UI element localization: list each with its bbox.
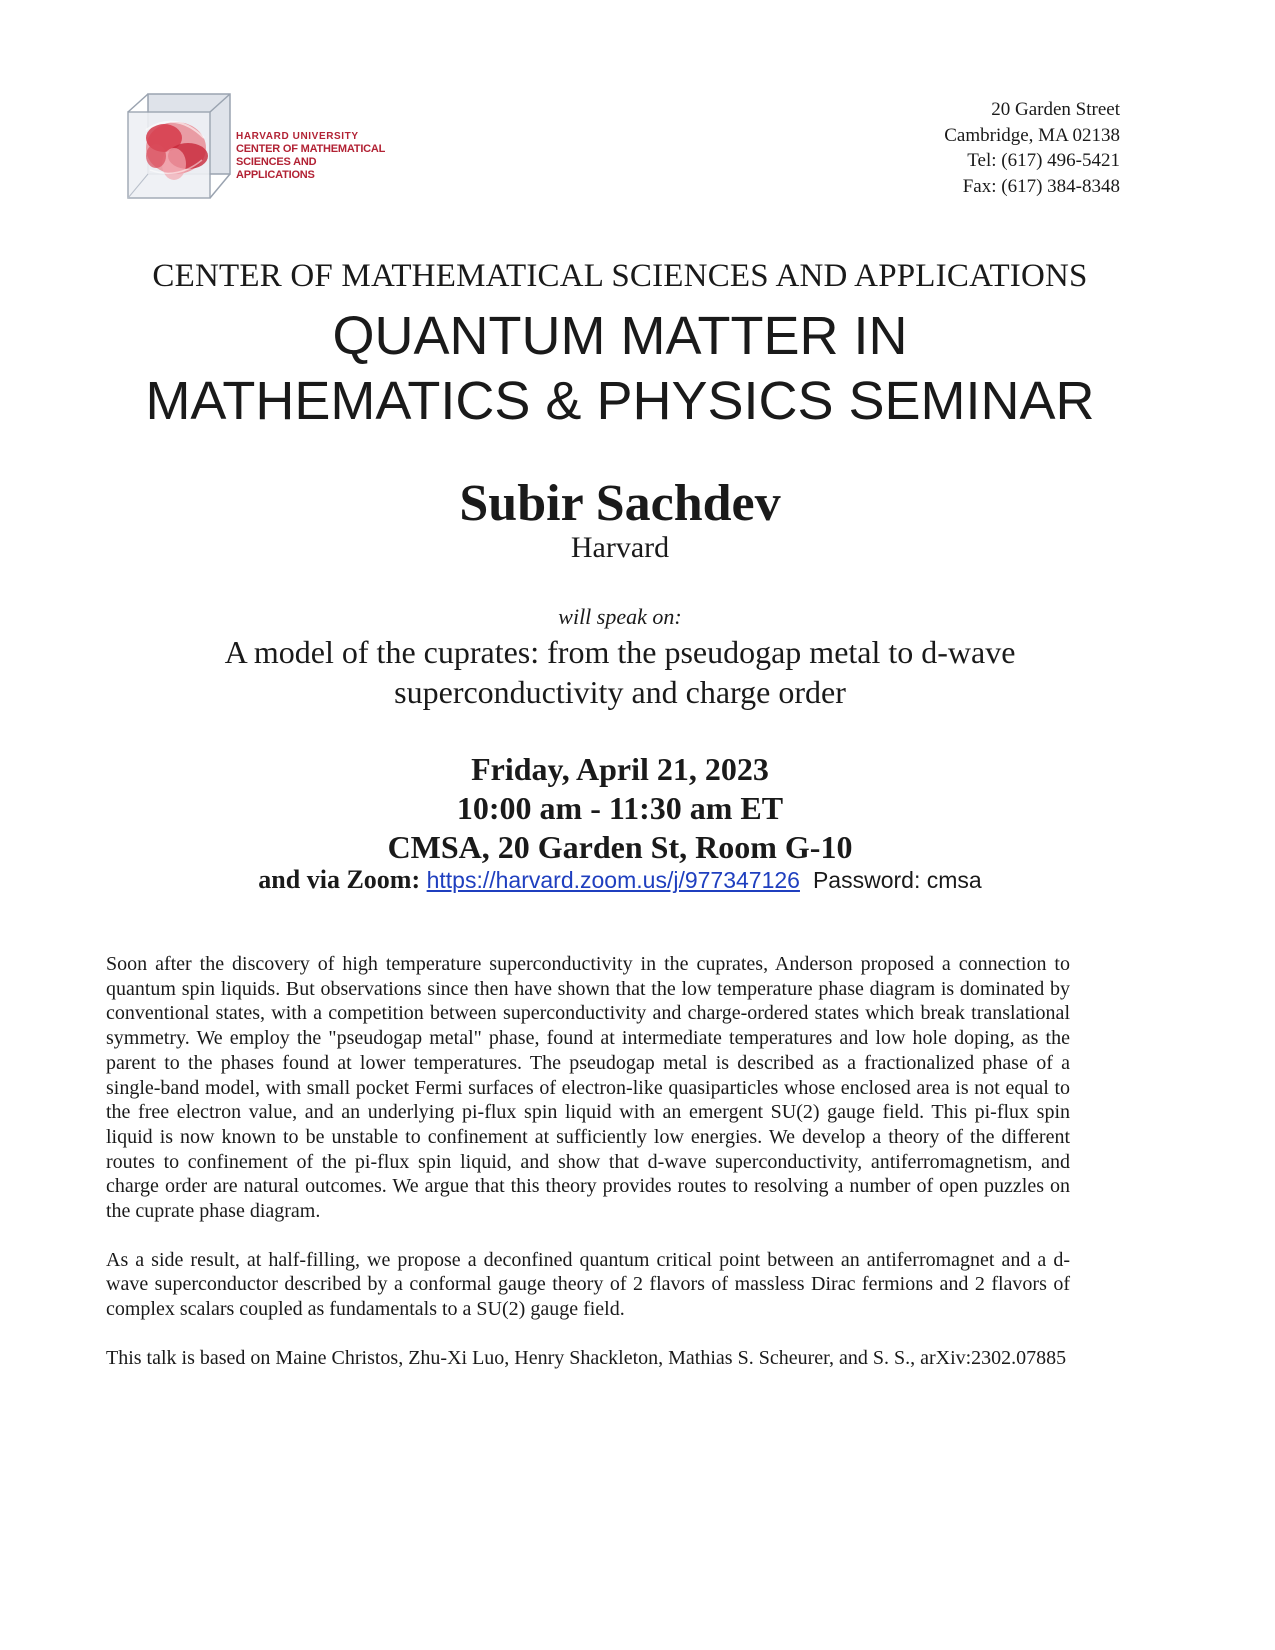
address-tel: Tel: (617) 496-5421 — [967, 150, 1120, 171]
center-name: CENTER OF MATHEMATICAL SCIENCES AND APPLICATIONS — [152, 258, 1088, 294]
talk-title-line2: superconductivity and charge order — [394, 674, 846, 710]
address-city: Cambridge, MA 02138 — [944, 124, 1120, 146]
event-date: Friday, April 21, 2023 — [471, 751, 769, 787]
abstract — [106, 952, 1070, 1395]
seminar-title-line1: QUANTUM MATTER IN — [332, 306, 908, 366]
speaker-affiliation: Harvard — [570, 531, 670, 564]
zoom-link[interactable]: https://harvard.zoom.us/j/977347126 — [426, 867, 800, 893]
logo-line1: HARVARD UNIVERSITY — [236, 131, 359, 142]
address-street: 20 Garden Street — [991, 99, 1120, 120]
logo-line3: SCIENCES AND APPLICATIONS — [236, 156, 317, 181]
abstract-paragraph-2: As a side result, at half-filling, we propose a deconfined quantum critical point between an antiferromagnet and a d-wave superconductor described by a conformal gauge theory of 2 flavors of massless Dirac fermions and 2 flavors of complex scalars coupled as fundamentals to a SU(2) gauge field. — [106, 1248, 1070, 1321]
abstract-reference: This talk is based on Maine Christos, Zhu-Xi Luo, Henry Shackleton, Mathias S. Scheurer, and S. S., arXiv:2302.07885 — [106, 1346, 1067, 1369]
seminar-title-line2: MATHEMATICS & PHYSICS SEMINAR — [145, 371, 1095, 431]
will-speak-on: will speak on: — [558, 604, 682, 629]
zoom-label: and via Zoom: — [258, 865, 421, 894]
talk-title — [0, 632, 1240, 712]
cmsa-logo — [126, 90, 396, 202]
address-fax: Fax: (617) 384-8348 — [962, 175, 1120, 197]
event-time: 10:00 am - 11:30 am ET — [456, 790, 784, 826]
logo-text — [236, 130, 396, 182]
speaker-name: Subir Sachdev — [459, 475, 781, 532]
zoom-line — [0, 864, 1240, 896]
talk-title-line1: A model of the cuprates: from the pseudogap metal to d-wave — [224, 634, 1016, 670]
cube-sphere-logo-icon — [126, 90, 238, 202]
zoom-password: Password: cmsa — [812, 867, 982, 893]
event-location: CMSA, 20 Garden St, Room G-10 — [387, 829, 853, 865]
logo-line2: CENTER OF MATHEMATICAL — [236, 143, 386, 155]
abstract-paragraph-1: Soon after the discovery of high temperature superconductivity in the cuprates, Anderson proposed a connection to quantum spin liquids. But observations since then have shown that the low temperature phase diagram is dominated by conventional states, with a competition between superconductivity and charge-ordered states which break translational symmetry. We employ the "pseudogap metal" phase, found at intermediate temperatures and low hole doping, as the parent to the phases found at lower temperatures. The pseudogap metal is described as a fractionalized phase of a single-band model, with small pocket Fermi surfaces of electron-like quasiparticles whose enclosed area is not equal to the free electron value, and an underlying pi-flux spin liquid with an emergent SU(2) gauge field. This pi-flux spin liquid is now known to be unstable to confinement at sufficiently low energies. We develop a theory of the different routes to confinement of the pi-flux spin liquid, and show that d-wave superconductivity, antiferromagnetism, and charge order are natural outcomes. We argue that this theory provides routes to resolving a number of open puzzles on the cuprate phase diagram. — [106, 953, 1070, 1223]
address-block — [944, 97, 1120, 199]
event-details — [0, 750, 1240, 867]
